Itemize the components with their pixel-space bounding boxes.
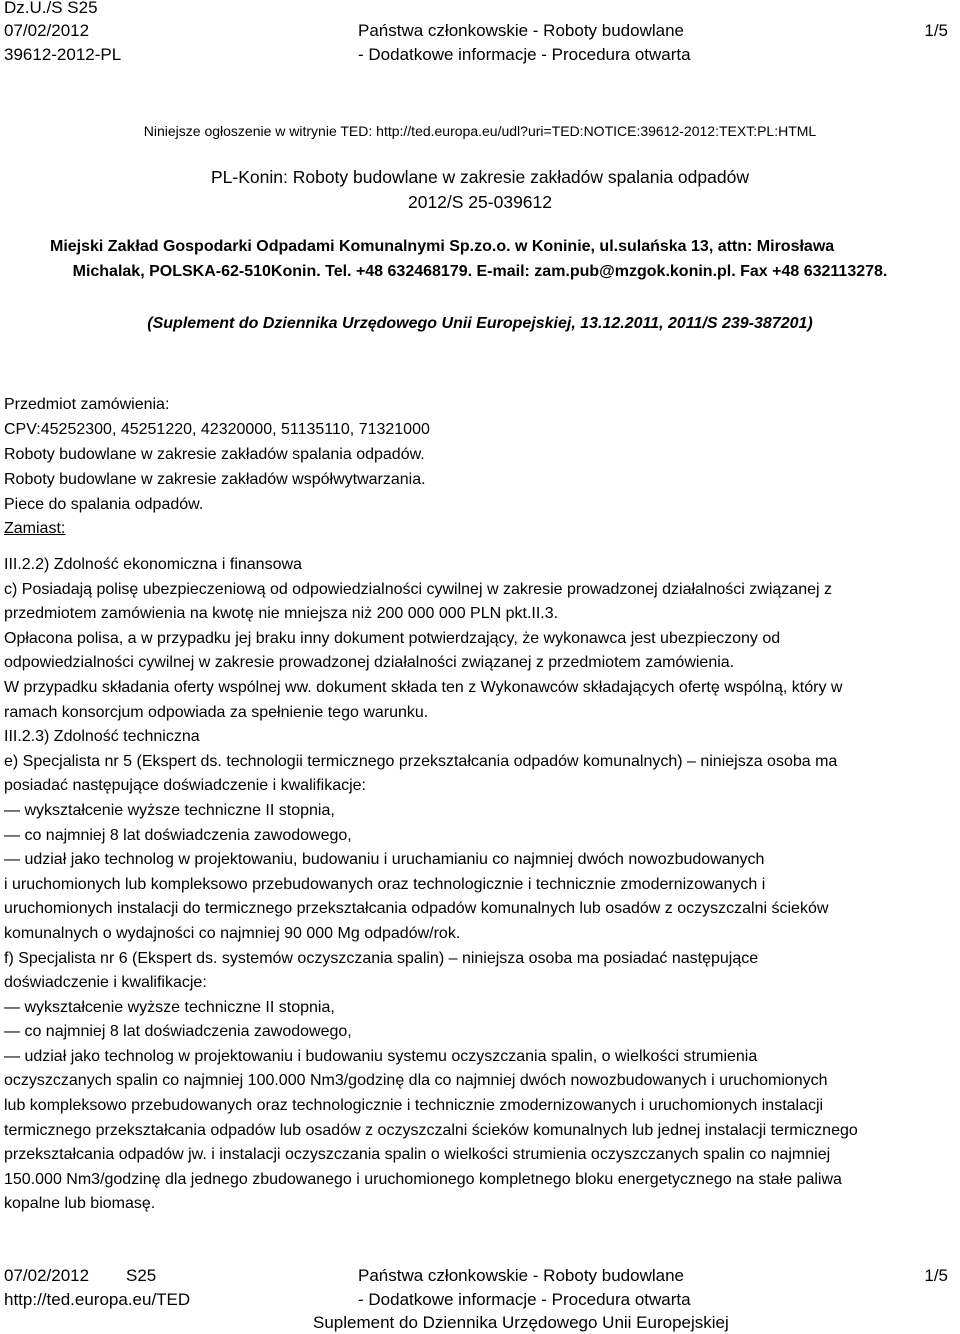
body-line: — wykształcenie wyższe techniczne II stopnia, — [4, 998, 335, 1016]
body-line: III.2.3) Zdolność techniczna — [4, 728, 200, 746]
footer-url[interactable]: http://ted.europa.eu/TED — [4, 1290, 191, 1309]
footer-category: Państwa członkowskie - Roboty budowlane — [358, 1266, 685, 1285]
body-text — [4, 553, 858, 1217]
body-line: W przypadku składania oferty wspólnej ww. dokument składa ten z Wykonawców składających ofertę wspólną, który w — [4, 678, 843, 696]
body-line: — co najmniej 8 lat doświadczenia zawodowego, — [4, 826, 352, 844]
header-category: Państwa członkowskie - Roboty budowlane — [358, 21, 685, 40]
body-line: posiadać następujące doświadczenie i kwalifikacje: — [4, 777, 366, 795]
header-date: 07/02/2012 — [4, 21, 90, 40]
doc-reference: Dz.U./S S25 — [4, 0, 98, 17]
body-line: przedmiotem zamówienia na kwotę nie mniejsza niż 200 000 000 PLN pkt.II.3. — [4, 605, 559, 623]
body-line: c) Posiadają polisę ubezpieczeniową od odpowiedzialności cywilnej w zakresie prowadzonej działalności związanej z — [4, 580, 832, 598]
body-line: kopalne lub biomasę. — [4, 1195, 156, 1213]
body-line: termicznego przekształcania odpadów lub osadów z oczyszczalni ścieków komunalnych lub jednej instalacji termicznego — [4, 1121, 858, 1139]
footer-supplement: Suplement do Dziennika Urzędowego Unii Europejskiej — [313, 1313, 729, 1332]
body-line: komunalnych o wydajności co najmniej 90 000 Mg odpadów/rok. — [4, 924, 461, 942]
body-line: — udział jako technolog w projektowaniu, budowaniu i uruchamianiu co najmniej dwóch nowozbudowanych — [4, 851, 765, 869]
body-line: ramach konsorcjum odpowiada za spełnienie tego warunku. — [4, 703, 429, 721]
subject-line-1: Roboty budowlane w zakresie zakładów spalania odpadów. — [4, 446, 425, 463]
ted-link[interactable]: Niniejsze ogłoszenie w witrynie TED: http://ted.europa.eu/udl?uri=TED:NOTICE:39612-2012:TEXT:PL:HTML — [143, 123, 817, 139]
header-page-number: 1/5 — [924, 21, 948, 40]
body-line: e) Specjalista nr 5 (Ekspert ds. technologii termicznego przekształcania odpadów komunalnych) – niniejsza osoba ma — [4, 752, 838, 770]
body-line: 150.000 Nm3/godzinę dla jednego zbudowanego i uruchomionego kompletnego bloku energetycznego na stałe paliwa — [4, 1170, 842, 1188]
body-line: — wykształcenie wyższe techniczne II stopnia, — [4, 801, 335, 819]
body-line: przekształcania odpadów jw. i instalacji oczyszczania spalin o wielkości strumienia oczyszczanych spalin co najmniej — [4, 1146, 831, 1164]
body-line: III.2.2) Zdolność ekonomiczna i finansowa — [4, 556, 302, 573]
body-line: i uruchomionych lub kompleksowo przebudowanych oraz technologicznie i technicznie zmodernizowanych i — [4, 875, 766, 893]
footer-date: 07/02/2012 — [4, 1266, 90, 1285]
subject-line-2: Roboty budowlane w zakresie zakładów współwytwarzania. — [4, 471, 426, 488]
body-line: — udział jako technolog w projektowaniu i budowaniu systemu oczyszczania spalin, o wielkości strumienia — [4, 1047, 758, 1065]
body-line: — co najmniej 8 lat doświadczenia zawodowego, — [4, 1023, 352, 1041]
footer-page-number: 1/5 — [924, 1266, 948, 1285]
supplement-reference: (Suplement do Dziennika Urzędowego Unii Europejskiej, 13.12.2011, 2011/S 239-387201) — [147, 315, 813, 332]
body-line: uruchomionych instalacji do termicznego przekształcania odpadów komunalnych lub osadów z oczyszczalni ścieków — [4, 900, 829, 918]
contracting-authority-line2: Michalak, POLSKA-62-510Konin. Tel. +48 632468179. E-mail: zam.pub@mzgok.konin.pl. Fax +48 632113278. — [72, 263, 888, 280]
body-line: f) Specjalista nr 6 (Ekspert ds. systemów oczyszczania spalin) – niniejsza osoba ma posiadać następujące — [4, 949, 759, 967]
subject-line-3: Piece do spalania odpadów. — [4, 496, 204, 513]
footer-series: S25 — [126, 1266, 157, 1285]
cpv-codes: CPV:45252300, 45251220, 42320000, 51135110, 71321000 — [4, 421, 430, 438]
subject-heading: Przedmiot zamówienia: — [4, 396, 170, 413]
notice-title: PL-Konin: Roboty budowlane w zakresie zakładów spalania odpadów — [211, 167, 749, 187]
body-line: lub kompleksowo przebudowanych oraz technologicznie i technicznie zmodernizowanych i uruchomionych instalacji — [4, 1097, 824, 1115]
header-procedure: - Dodatkowe informacje - Procedura otwarta — [358, 45, 691, 64]
instead-heading: Zamiast: — [4, 520, 66, 537]
notice-number: 2012/S 25-039612 — [407, 192, 553, 212]
body-line: oczyszczanych spalin co najmniej 100.000 Nm3/godzinę dla co najmniej dwóch nowozbudowanych i uruchomionych — [4, 1072, 828, 1090]
body-line: Opłacona polisa, a w przypadku jej braku inny dokument potwierdzający, że wykonawca jest ubezpieczony od — [4, 629, 781, 647]
body-line: odpowiedzialności cywilnej w zakresie prowadzonej działalności związanej z przedmiotem zamówienia. — [4, 654, 735, 672]
contracting-authority-line1: Miejski Zakład Gospodarki Odpadami Komunalnymi Sp.zo.o. w Koninie, ul.sulańska 13, attn: Mirosława — [50, 238, 835, 255]
header-notice-id: 39612-2012-PL — [4, 45, 122, 64]
body-line: doświadczenie i kwalifikacje: — [4, 974, 207, 992]
footer-procedure: - Dodatkowe informacje - Procedura otwarta — [358, 1290, 691, 1309]
